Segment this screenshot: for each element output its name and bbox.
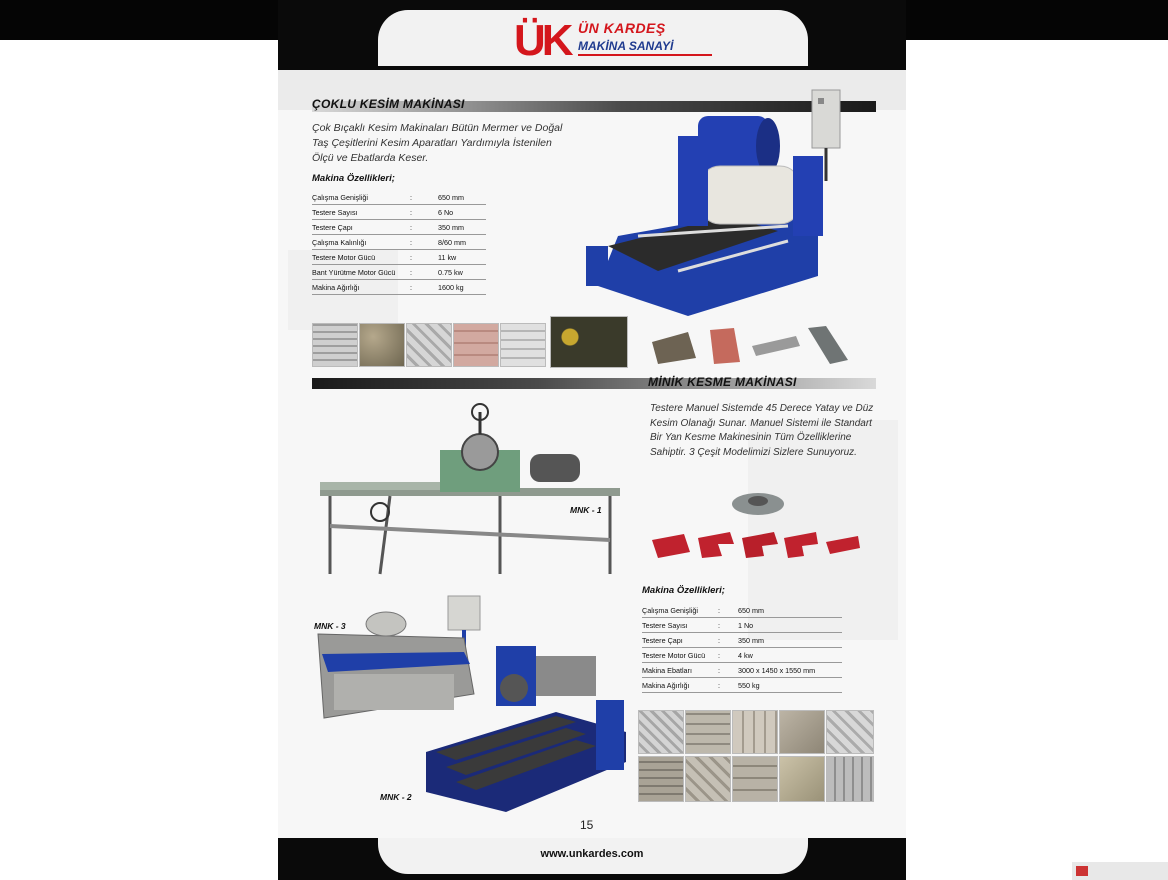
spec-value: 350 mm <box>738 636 764 645</box>
spec-row <box>642 648 842 663</box>
model-label-mnk-3: MNK - 3 <box>314 621 346 631</box>
spec-colon: : <box>410 283 412 292</box>
spec-label: Bant Yürütme Motor Gücü <box>312 268 396 277</box>
spec-label: Makina Ağırlığı <box>642 681 690 690</box>
spec-label: Makina Ağırlığı <box>312 283 360 292</box>
spec-colon: : <box>718 666 720 675</box>
spec-colon: : <box>410 193 412 202</box>
spec-colon: : <box>718 651 720 660</box>
red-profile-products-image <box>648 522 868 564</box>
spec-label: Testere Çapı <box>312 223 353 232</box>
spec-colon: : <box>718 606 720 615</box>
spec-row <box>312 235 486 250</box>
stone-sample-image <box>359 323 405 367</box>
spec-label: Çalışma Genişliği <box>642 606 698 615</box>
spec-value: 11 kw <box>438 253 457 262</box>
model-label-mnk-2: MNK - 2 <box>380 792 412 802</box>
spec-row <box>642 603 842 618</box>
spec-label: Testere Çapı <box>642 636 683 645</box>
tile-sample-image <box>732 710 778 754</box>
spec-value: 6 No <box>438 208 454 217</box>
spec-colon: : <box>410 223 412 232</box>
tile-sample-image <box>779 756 825 802</box>
website-url: www.unkardes.com <box>540 848 644 860</box>
specs-table <box>312 190 486 295</box>
tile-sample-image <box>685 710 731 754</box>
specs-heading: Makina Özellikleri; <box>642 585 725 596</box>
logo-company-name: ÜN KARDEŞ <box>578 20 666 36</box>
spec-colon: : <box>718 621 720 630</box>
blade-set-image <box>550 316 628 368</box>
catalog-page <box>278 0 906 880</box>
mnk-2-machine-image <box>426 642 628 812</box>
taskbar-thumbnail <box>1072 862 1168 880</box>
spec-colon: : <box>410 268 412 277</box>
tile-sample-image <box>826 756 874 802</box>
model-label-mnk-1: MNK - 1 <box>570 505 602 515</box>
tile-sample-image <box>826 710 874 754</box>
spec-label: Testere Motor Gücü <box>312 253 376 262</box>
spec-label: Çalışma Genişliği <box>312 193 368 202</box>
spec-colon: : <box>410 238 412 247</box>
tile-sample-image <box>638 756 684 802</box>
spec-row <box>312 220 486 235</box>
stone-sample-image <box>453 323 499 367</box>
spec-row <box>312 190 486 205</box>
spec-row <box>642 618 842 633</box>
spec-value: 1 No <box>738 621 754 630</box>
spec-label: Testere Motor Gücü <box>642 651 706 660</box>
spec-value: 4 kw <box>738 651 753 660</box>
specs-heading: Makina Özellikleri; <box>312 173 395 184</box>
mnk-1-machine-image <box>320 402 625 577</box>
spec-label: Makina Ebatları <box>642 666 692 675</box>
tile-sample-image <box>732 756 778 802</box>
specs-table <box>642 603 842 693</box>
multi-blade-cutting-machine-image <box>578 86 878 322</box>
spec-colon: : <box>718 681 720 690</box>
spec-row <box>312 265 486 280</box>
spec-row <box>642 678 842 693</box>
profiled-stone-products-image <box>648 322 858 370</box>
page-number: 15 <box>580 818 594 832</box>
app-icon <box>1076 866 1088 876</box>
section-description: Çok Bıçaklı Kesim Makinaları Bütün Mermer ve Doğal Taş Çeşitlerini Kesim Aparatları Yardımıyla İstenilen Ölçü ve Ebatlarda Keser. <box>312 122 563 164</box>
spec-label: Testere Sayısı <box>312 208 358 217</box>
spec-value: 550 kg <box>738 681 760 690</box>
header-tab <box>378 10 808 66</box>
stone-sample-image <box>312 323 358 367</box>
spec-row <box>312 280 486 295</box>
spec-colon: : <box>410 253 412 262</box>
section-description: Testere Manuel Sistemde 45 Derece Yatay ve Düz Kesim Olanağı Sunar. Manuel Sistemi ile Standart Bir Yan Kesme Makinesinin Tüm Özelliklerine Sahiptir. 3 Çeşit Modelimizi Sizlere Sunuyoruz. <box>650 403 874 458</box>
spec-value: 350 mm <box>438 223 464 232</box>
stone-sample-image <box>500 323 546 367</box>
tile-sample-image <box>779 710 825 754</box>
spec-row <box>312 205 486 220</box>
logo-mark: ÜK <box>514 16 570 65</box>
section-title: ÇOKLU KESİM MAKİNASI <box>312 97 465 111</box>
cutting-disc-image <box>730 488 786 518</box>
spec-value: 1600 kg <box>438 283 464 292</box>
spec-label: Testere Sayısı <box>642 621 688 630</box>
logo-company-sub: MAKİNA SANAYİ <box>578 39 712 56</box>
spec-value: 650 mm <box>438 193 464 202</box>
spec-value: 3000 x 1450 x 1550 mm <box>738 666 816 675</box>
spec-row <box>642 663 842 678</box>
spec-value: 650 mm <box>738 606 764 615</box>
tile-sample-image <box>685 756 731 802</box>
section-title: MİNİK KESME MAKİNASI <box>648 375 797 389</box>
stone-sample-image <box>406 323 452 367</box>
spec-value: 8/60 mm <box>438 238 466 247</box>
spec-colon: : <box>718 636 720 645</box>
spec-row <box>642 633 842 648</box>
tile-sample-image <box>638 710 684 754</box>
spec-colon: : <box>410 208 412 217</box>
spec-row <box>312 250 486 265</box>
spec-value: 0.75 kw <box>438 268 463 277</box>
spec-label: Çalışma Kalınlığı <box>312 238 367 247</box>
